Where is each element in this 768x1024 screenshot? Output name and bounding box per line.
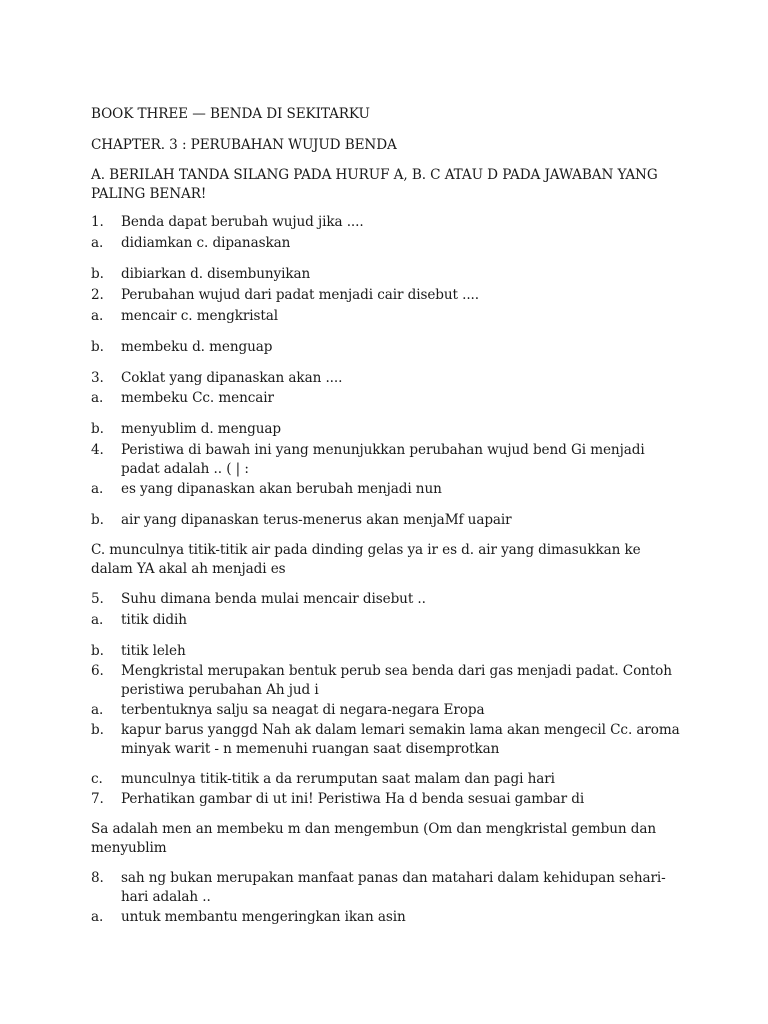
item-marker: a.	[91, 909, 104, 925]
item-marker: 6.	[91, 663, 104, 679]
item-text: membeku d. menguap	[121, 339, 273, 355]
item-text: menyublim d. menguap	[121, 421, 282, 437]
item-text: munculnya titik-titik a da rerumputan saat malam dan pagi hari	[121, 771, 555, 787]
item-marker: 5.	[91, 591, 104, 607]
item-text: Mengkristal merupakan bentuk perub sea benda dari gas menjadi padat. Contoh peristiwa perubahan Ah jud i	[121, 663, 672, 698]
item-marker: 7.	[91, 791, 104, 807]
item-text: air yang dipanaskan terus-menerus akan menjaMf uapair	[121, 512, 512, 528]
paragraph-sa: Sa adalah men an membeku m dan mengembun (Om dan mengkristal gembun dan menyublim	[91, 821, 657, 856]
chapter-title: CHAPTER. 3 : PERUBAHAN WUJUD BENDA	[91, 137, 397, 153]
item-marker: b.	[91, 643, 104, 659]
item-marker: b.	[91, 339, 104, 355]
book-title: BOOK THREE — BENDA DI SEKITARKU	[91, 106, 370, 122]
item-marker: 4.	[91, 442, 104, 458]
paragraph-c: C. munculnya titik-titik air pada dinding gelas ya ir es d. air yang dimasukkan ke dalam YA akal ah menjadi es	[91, 542, 641, 577]
item-text: Benda dapat berubah wujud jika ....	[121, 214, 364, 230]
item-marker: b.	[91, 266, 104, 282]
item-marker: a.	[91, 308, 104, 324]
item-text: titik leleh	[121, 643, 186, 659]
item-marker: b.	[91, 421, 104, 437]
item-text: Coklat yang dipanaskan akan ....	[121, 370, 343, 386]
item-marker: a.	[91, 390, 104, 406]
item-text: es yang dipanaskan akan berubah menjadi nun	[121, 481, 442, 497]
item-marker: 8.	[91, 870, 104, 886]
item-marker: b.	[91, 722, 104, 738]
item-text: Peristiwa di bawah ini yang menunjukkan perubahan wujud bend Gi menjadi padat adalah .. ( | :	[121, 442, 645, 477]
item-text: didiamkan c. dipanaskan	[121, 235, 291, 251]
item-text: Perhatikan gambar di ut ini! Peristiwa Ha d benda sesuai gambar di	[121, 791, 585, 807]
item-text: kapur barus yanggd Nah ak dalam lemari semakin lama akan mengecil Cc. aroma minyak warit - n memenuhi ruangan saat disemprotkan	[121, 722, 680, 757]
item-marker: c.	[91, 771, 103, 787]
item-marker: a.	[91, 612, 104, 628]
item-text: mencair c. mengkristal	[121, 308, 278, 324]
item-text: sah ng bukan merupakan manfaat panas dan matahari dalam kehidupan sehari-hari adalah ..	[121, 870, 666, 905]
item-text: Perubahan wujud dari padat menjadi cair disebut ....	[121, 287, 479, 303]
item-marker: 2.	[91, 287, 104, 303]
item-marker: 3.	[91, 370, 104, 386]
item-text: Suhu dimana benda mulai mencair disebut ..	[121, 591, 426, 607]
item-text: titik didih	[121, 612, 187, 628]
item-marker: a.	[91, 702, 104, 718]
item-text: membeku Cc. mencair	[121, 390, 274, 406]
item-text: dibiarkan d. disembunyikan	[121, 266, 311, 282]
item-marker: a.	[91, 235, 104, 251]
item-text: terbentuknya salju sa neagat di negara-negara Eropa	[121, 702, 485, 718]
section-a-instruction: A. BERILAH TANDA SILANG PADA HURUF A, B. C ATAU D PADA JAWABAN YANG PALING BENAR!	[91, 167, 658, 202]
item-marker: 1.	[91, 214, 104, 230]
item-marker: b.	[91, 512, 104, 528]
item-marker: a.	[91, 481, 104, 497]
item-text: untuk membantu mengeringkan ikan asin	[121, 909, 406, 925]
